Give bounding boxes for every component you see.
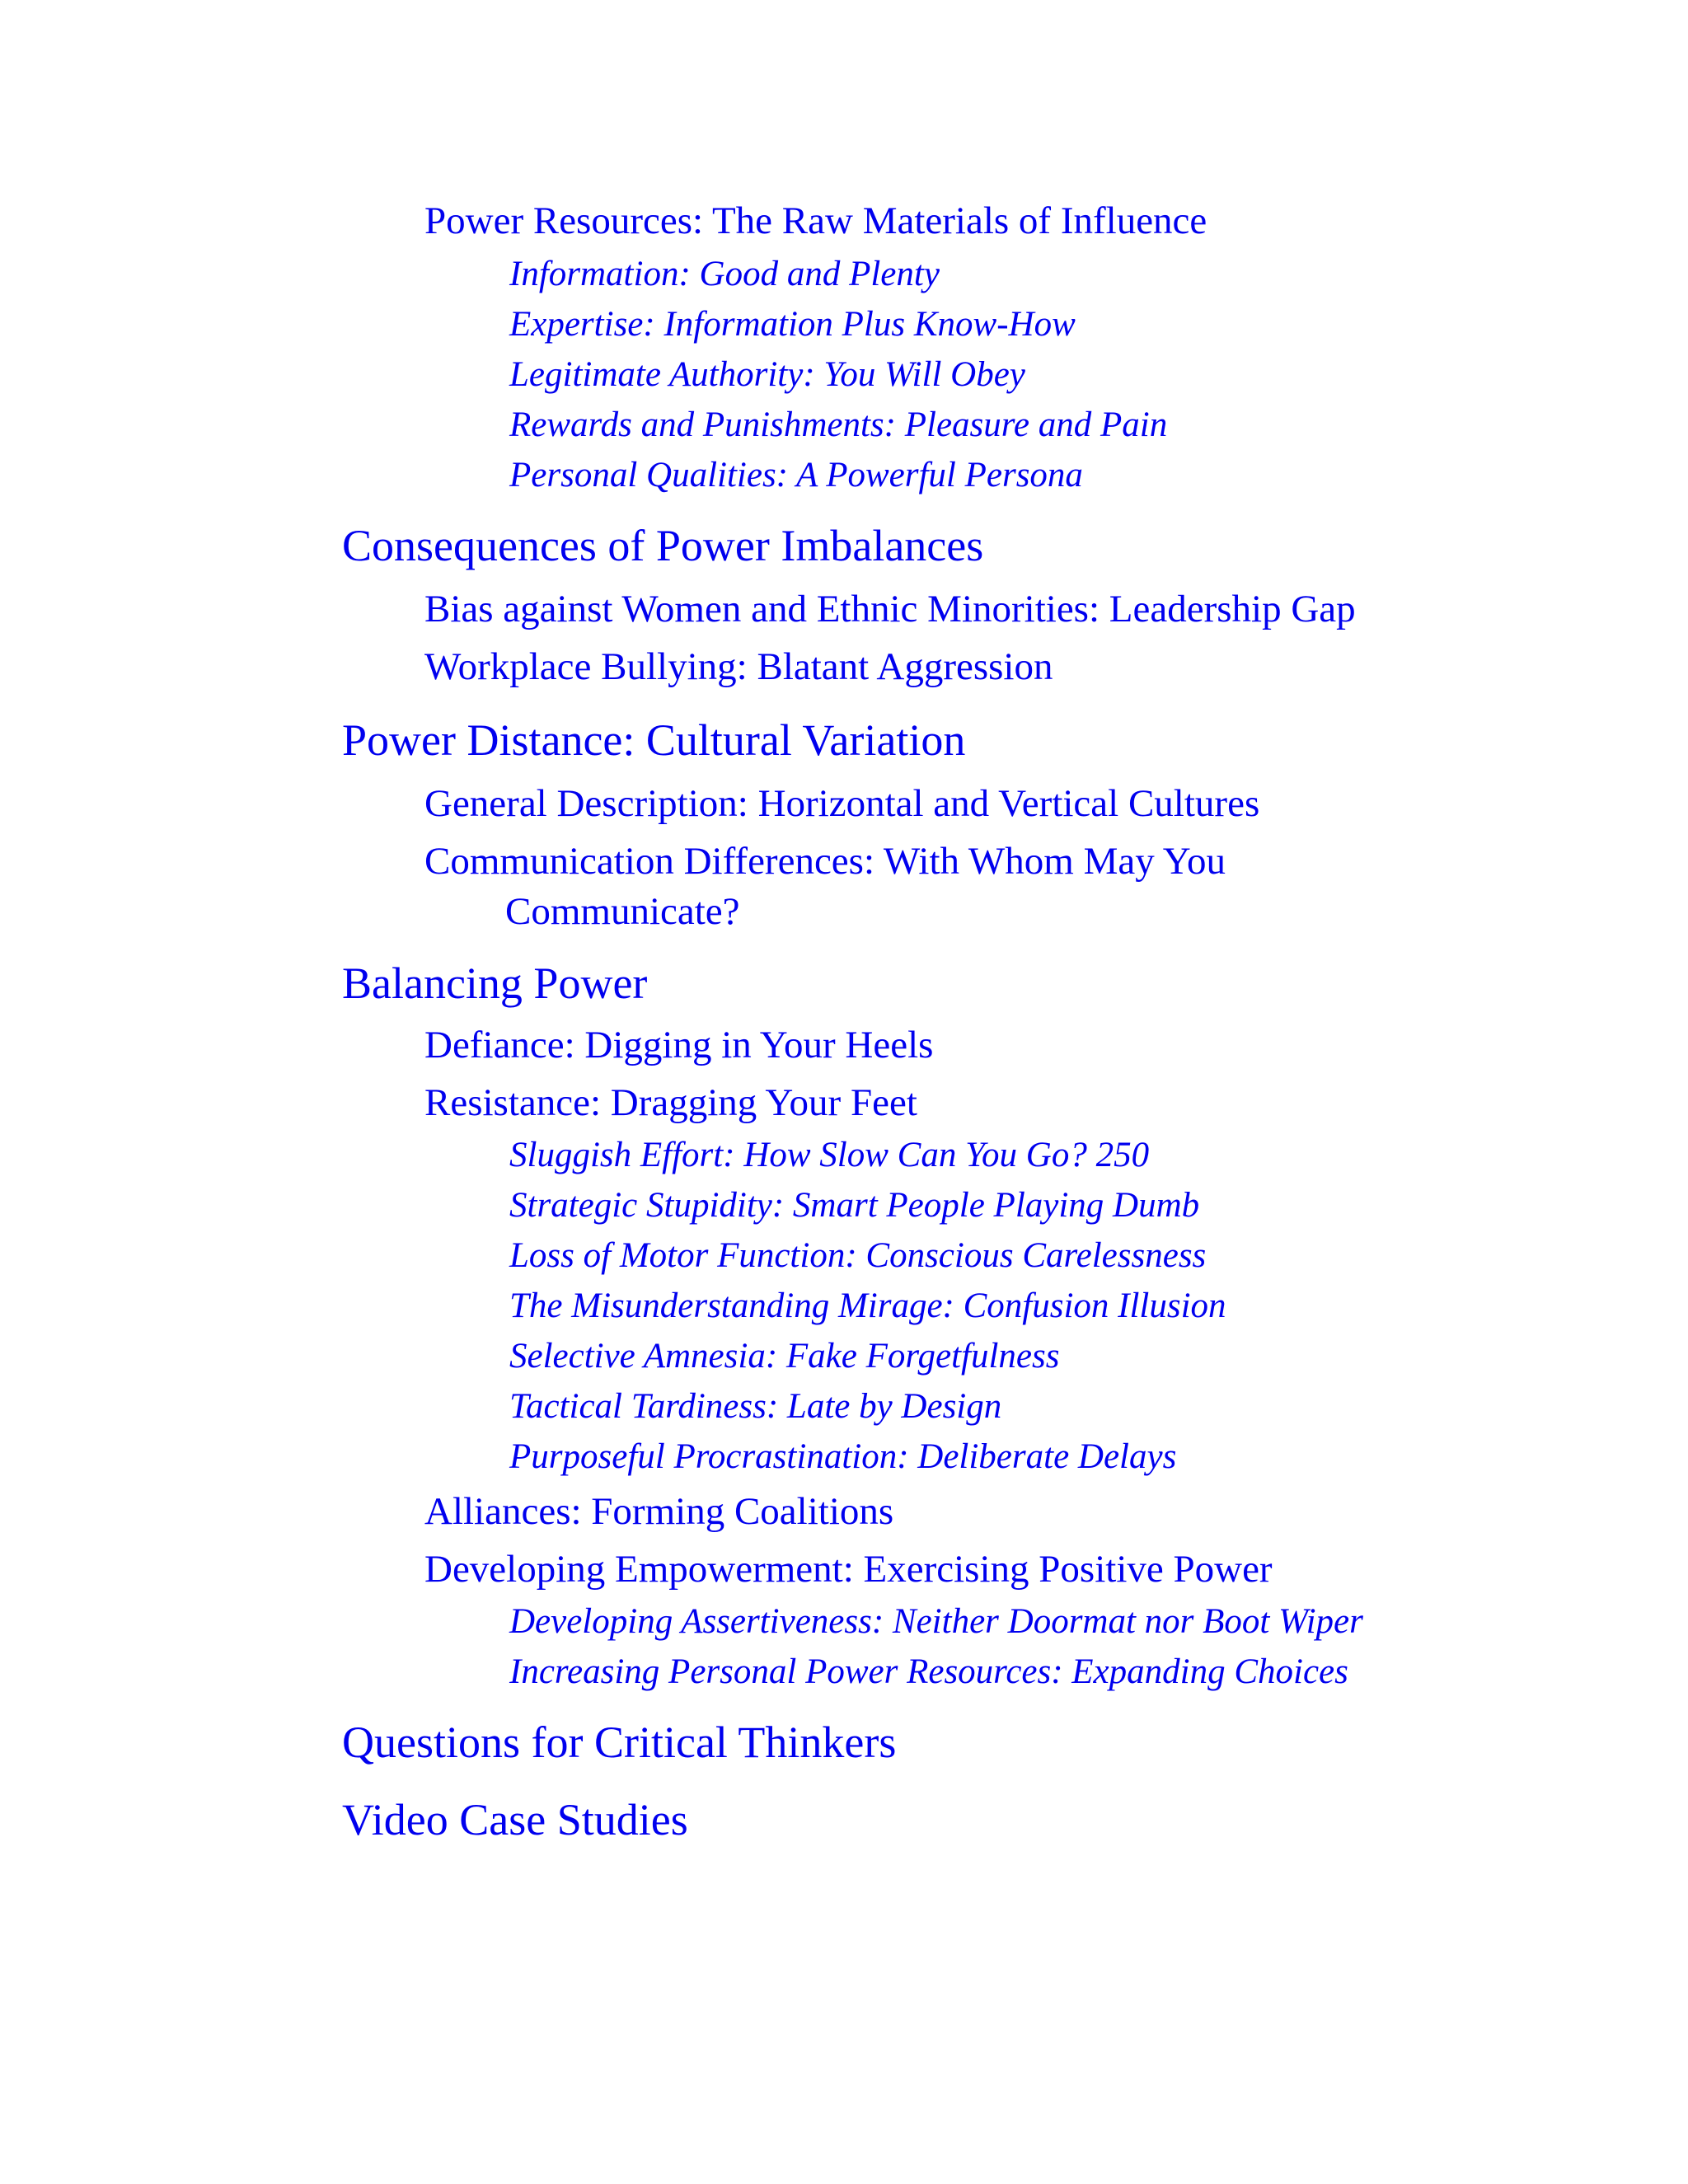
toc-link-communication-differences-line-2: Communicate? <box>505 890 740 933</box>
toc-link-sluggish-effort[interactable]: Sluggish Effort: How Slow Can You Go? 250 <box>509 1136 1150 1174</box>
toc-link-resistance[interactable]: Resistance: Dragging Your Feet <box>424 1081 917 1124</box>
toc-link-consequences[interactable]: Consequences of Power Imbalances <box>342 521 984 570</box>
toc-link-balancing-power[interactable]: Balancing Power <box>342 958 648 1008</box>
toc-link-defiance[interactable]: Defiance: Digging in Your Heels <box>424 1024 934 1066</box>
toc-link-selective-amnesia[interactable]: Selective Amnesia: Fake Forgetfulness <box>509 1337 1060 1376</box>
toc-link-questions[interactable]: Questions for Critical Thinkers <box>342 1718 897 1767</box>
toc-link-developing-assertiveness[interactable]: Developing Assertiveness: Neither Doormat nor Boot Wiper <box>509 1602 1363 1641</box>
toc-link-power-distance[interactable]: Power Distance: Cultural Variation <box>342 715 966 765</box>
toc-link-strategic-stupidity[interactable]: Strategic Stupidity: Smart People Playing Dumb <box>509 1186 1200 1225</box>
toc-link-expertise[interactable]: Expertise: Information Plus Know-How <box>509 305 1076 344</box>
toc-link-bias[interactable]: Bias against Women and Ethnic Minorities: Leadership Gap <box>424 588 1356 630</box>
toc-link-developing-empowerment[interactable]: Developing Empowerment: Exercising Positive Power <box>424 1548 1273 1591</box>
toc-link-legitimate-authority[interactable]: Legitimate Authority: You Will Obey <box>509 355 1025 394</box>
toc-link-tactical-tardiness[interactable]: Tactical Tardiness: Late by Design <box>509 1387 1002 1426</box>
toc-link-power-resources[interactable]: Power Resources: The Raw Materials of Influence <box>424 199 1207 242</box>
toc-link-loss-motor-function[interactable]: Loss of Motor Function: Conscious Carelessness <box>509 1236 1207 1275</box>
toc-link-workplace-bullying[interactable]: Workplace Bullying: Blatant Aggression <box>424 645 1053 688</box>
toc-link-general-description[interactable]: General Description: Horizontal and Vertical Cultures <box>424 782 1260 825</box>
toc-link-misunderstanding-mirage[interactable]: The Misunderstanding Mirage: Confusion Illusion <box>509 1286 1226 1325</box>
toc-link-video-case-studies[interactable]: Video Case Studies <box>342 1795 688 1844</box>
toc-link-communication-differences-line-1: Communication Differences: With Whom May You <box>424 840 1226 883</box>
toc-link-rewards-punishments[interactable]: Rewards and Punishments: Pleasure and Pain <box>509 405 1168 444</box>
toc-link-communication-differences[interactable] <box>424 842 1226 931</box>
toc-link-information[interactable]: Information: Good and Plenty <box>509 255 940 293</box>
toc-link-personal-qualities[interactable]: Personal Qualities: A Powerful Persona <box>509 456 1083 494</box>
toc-link-alliances[interactable]: Alliances: Forming Coalitions <box>424 1490 894 1533</box>
toc-link-purposeful-procrastination[interactable]: Purposeful Procrastination: Deliberate Delays <box>509 1437 1177 1476</box>
toc-link-increasing-resources[interactable]: Increasing Personal Power Resources: Expanding Choices <box>509 1652 1348 1691</box>
